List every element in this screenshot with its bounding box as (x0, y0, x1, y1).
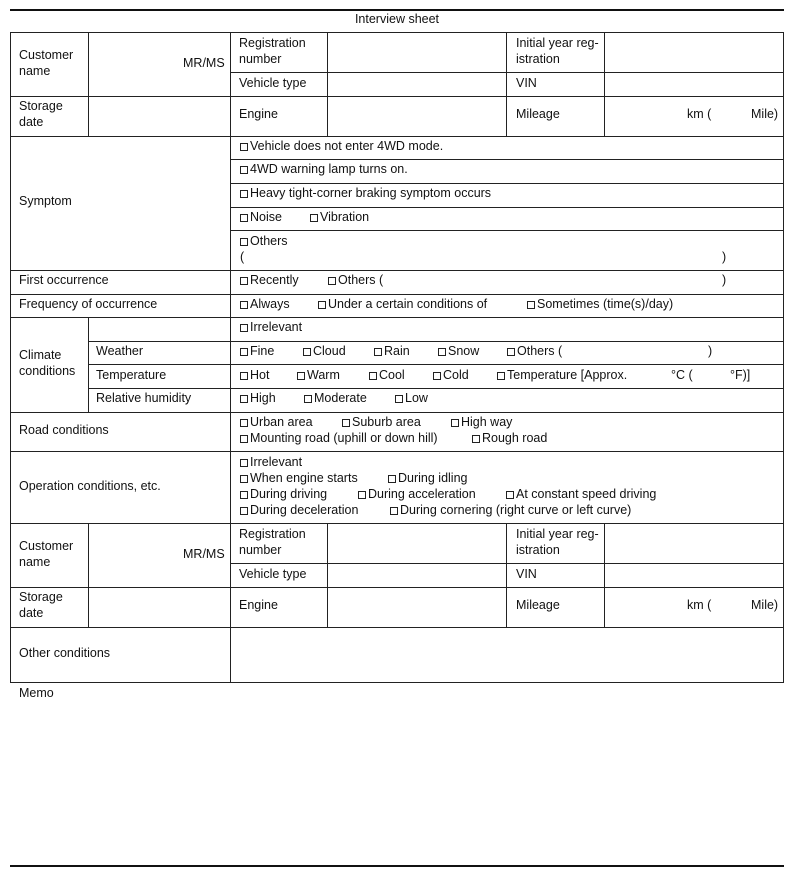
road-option[interactable]: Suburb area (342, 414, 421, 430)
rule (10, 32, 784, 33)
rule (10, 136, 784, 137)
engine-label: Engine (239, 598, 278, 612)
checkbox-icon (507, 348, 515, 356)
column-divider (506, 523, 507, 627)
rule (230, 159, 784, 160)
mr-ms-label: MR/MS (183, 56, 225, 70)
symptom-vibration[interactable]: Vibration (310, 209, 369, 225)
checkbox-icon (304, 395, 312, 403)
symptom-others-open: ( (240, 250, 245, 264)
rule (10, 270, 784, 271)
operation-option[interactable]: During deceleration (240, 502, 358, 518)
deg-c-label: °C ( (671, 368, 693, 382)
km-label: km ( (687, 598, 712, 612)
road-option[interactable]: Mounting road (uphill or down hill) (240, 430, 438, 446)
left-border (10, 32, 11, 682)
checkbox-icon (240, 277, 248, 285)
symptom-others-close: ) (722, 250, 727, 264)
road-label: Road conditions (19, 423, 109, 437)
checkbox-icon (240, 372, 248, 380)
customer-name-label: Customer (19, 539, 74, 553)
climate-label: conditions (19, 364, 76, 378)
checkbox-icon (297, 372, 305, 380)
rule (88, 388, 784, 389)
checkbox-icon (395, 395, 403, 403)
checkbox-icon (451, 419, 459, 427)
mile-label: Mile) (751, 598, 779, 612)
humidity-label: Relative humidity (96, 391, 192, 405)
climate-irrelevant[interactable]: Irrelevant (240, 319, 302, 335)
operation-option[interactable]: Irrelevant (240, 454, 302, 470)
memo-label: Memo (19, 686, 54, 700)
column-divider (327, 32, 328, 136)
checkbox-icon (318, 301, 326, 309)
column-divider (88, 523, 89, 627)
checkbox-icon (240, 301, 248, 309)
checkbox-icon (342, 419, 350, 427)
frequency-sometimes[interactable]: Sometimes (time(s)/day) (527, 296, 673, 312)
checkbox-icon (240, 324, 248, 332)
frequency-label: Frequency of occurrence (19, 297, 158, 311)
humidity-option[interactable]: Moderate (304, 390, 367, 406)
checkbox-icon (328, 277, 336, 285)
other-conditions-label: Other conditions (19, 646, 111, 660)
operation-option[interactable]: During idling (388, 470, 467, 486)
checkbox-icon (240, 143, 248, 151)
mile-label: Mile) (751, 107, 779, 121)
registration-number-label: Registration (239, 527, 306, 541)
rule (10, 682, 784, 683)
checkbox-icon (497, 372, 505, 380)
checkbox-icon (240, 166, 248, 174)
mileage-label: Mileage (516, 107, 560, 121)
humidity-option[interactable]: Low (395, 390, 428, 406)
customer-name-label: Customer (19, 48, 74, 62)
column-divider (506, 32, 507, 136)
rule (10, 294, 784, 295)
temperature-option[interactable]: Hot (240, 367, 269, 383)
checkbox-icon (369, 372, 377, 380)
temperature-option[interactable]: Cool (369, 367, 405, 383)
checkbox-icon (310, 214, 318, 222)
checkbox-icon (390, 507, 398, 515)
checkbox-icon (240, 214, 248, 222)
registration-number-label: number (239, 543, 282, 557)
checkbox-icon (240, 419, 248, 427)
initial-year-label: Initial year reg- (516, 36, 599, 50)
weather-option[interactable]: Fine (240, 343, 274, 359)
vehicle-type-label: Vehicle type (239, 567, 307, 581)
road-option[interactable]: Urban area (240, 414, 313, 430)
checkbox-icon (388, 475, 396, 483)
checkbox-icon (240, 190, 248, 198)
rule (88, 364, 784, 365)
symptom-option[interactable]: Heavy tight-corner braking symptom occurs (240, 185, 491, 201)
checkbox-icon (240, 459, 248, 467)
storage-date-label: date (19, 115, 44, 129)
weather-option[interactable]: Snow (438, 343, 479, 359)
sheet-title: Interview sheet (354, 12, 440, 26)
temperature-option[interactable]: Cold (433, 367, 469, 383)
humidity-option[interactable]: High (240, 390, 276, 406)
rule (10, 317, 784, 318)
checkbox-icon (240, 491, 248, 499)
registration-number-label: number (239, 52, 282, 66)
checkbox-icon (240, 395, 248, 403)
weather-option[interactable]: Cloud (303, 343, 346, 359)
column-divider (88, 32, 89, 136)
symptom-noise[interactable]: Noise (240, 209, 282, 225)
checkbox-icon (374, 348, 382, 356)
first-occurrence-others[interactable]: Others ( (328, 272, 383, 288)
vin-label: VIN (516, 567, 537, 581)
symptom-others[interactable]: Others (240, 233, 288, 249)
weather-label: Weather (96, 344, 144, 358)
column-divider (327, 523, 328, 627)
operation-option[interactable]: When engine starts (240, 470, 358, 486)
km-label: km ( (687, 107, 712, 121)
rule (10, 451, 784, 452)
initial-year-label: istration (516, 543, 560, 557)
road-option[interactable]: Rough road (472, 430, 547, 446)
vehicle-type-label: Vehicle type (239, 76, 307, 90)
interview-sheet (10, 0, 784, 877)
storage-date-label: Storage (19, 99, 63, 113)
temperature-approx[interactable]: Temperature [Approx. (497, 367, 627, 383)
first-occurrence-close: ) (722, 273, 727, 287)
checkbox-icon (527, 301, 535, 309)
symptom-option[interactable]: 4WD warning lamp turns on. (240, 161, 408, 177)
rule (10, 523, 784, 524)
rule (88, 341, 784, 342)
first-occurrence-recently[interactable]: Recently (240, 272, 299, 288)
mileage-label: Mileage (516, 598, 560, 612)
operation-option[interactable]: During acceleration (358, 486, 476, 502)
rule (230, 207, 784, 208)
rule (230, 230, 784, 231)
frequency-certain[interactable]: Under a certain conditions of (318, 296, 487, 312)
checkbox-icon (240, 435, 248, 443)
first-occurrence-label: First occurrence (19, 273, 109, 287)
rule (10, 412, 784, 413)
column-divider (604, 523, 605, 627)
frequency-always[interactable]: Always (240, 296, 290, 312)
operation-option[interactable]: During driving (240, 486, 327, 502)
temperature-label: Temperature (96, 368, 167, 382)
vin-label: VIN (516, 76, 537, 90)
checkbox-icon (506, 491, 514, 499)
column-divider (88, 317, 89, 412)
column-divider (604, 32, 605, 136)
checkbox-icon (433, 372, 441, 380)
symptom-label: Symptom (19, 194, 72, 208)
rule (10, 587, 784, 588)
storage-date-label: Storage (19, 590, 63, 604)
rule (10, 96, 784, 97)
checkbox-icon (303, 348, 311, 356)
rule (230, 563, 784, 564)
checkbox-icon (438, 348, 446, 356)
checkbox-icon (240, 507, 248, 515)
customer-name-label: name (19, 64, 51, 78)
rule (230, 72, 784, 73)
right-border (783, 32, 784, 682)
rule (230, 183, 784, 184)
initial-year-label: istration (516, 52, 560, 66)
operation-label: Operation conditions, etc. (19, 479, 161, 493)
column-divider (230, 32, 231, 682)
checkbox-icon (358, 491, 366, 499)
initial-year-label: Initial year reg- (516, 527, 599, 541)
checkbox-icon (240, 348, 248, 356)
checkbox-icon (240, 475, 248, 483)
temperature-option[interactable]: Warm (297, 367, 340, 383)
climate-label: Climate (19, 348, 62, 362)
operation-option[interactable]: At constant speed driving (506, 486, 656, 502)
bottom-border (10, 865, 784, 867)
rule (10, 627, 784, 628)
road-option[interactable]: High way (451, 414, 512, 430)
mr-ms-label: MR/MS (183, 547, 225, 561)
customer-name-label: name (19, 555, 51, 569)
checkbox-icon (472, 435, 480, 443)
storage-date-label: date (19, 606, 44, 620)
operation-option[interactable]: During cornering (right curve or left curve) (390, 502, 631, 518)
deg-f-label: °F)] (730, 368, 751, 382)
weather-option[interactable]: Rain (374, 343, 410, 359)
weather-others[interactable]: Others ( (507, 343, 562, 359)
checkbox-icon (240, 238, 248, 246)
symptom-option[interactable]: Vehicle does not enter 4WD mode. (240, 138, 443, 154)
weather-close: ) (708, 344, 713, 358)
engine-label: Engine (239, 107, 278, 121)
registration-number-label: Registration (239, 36, 306, 50)
